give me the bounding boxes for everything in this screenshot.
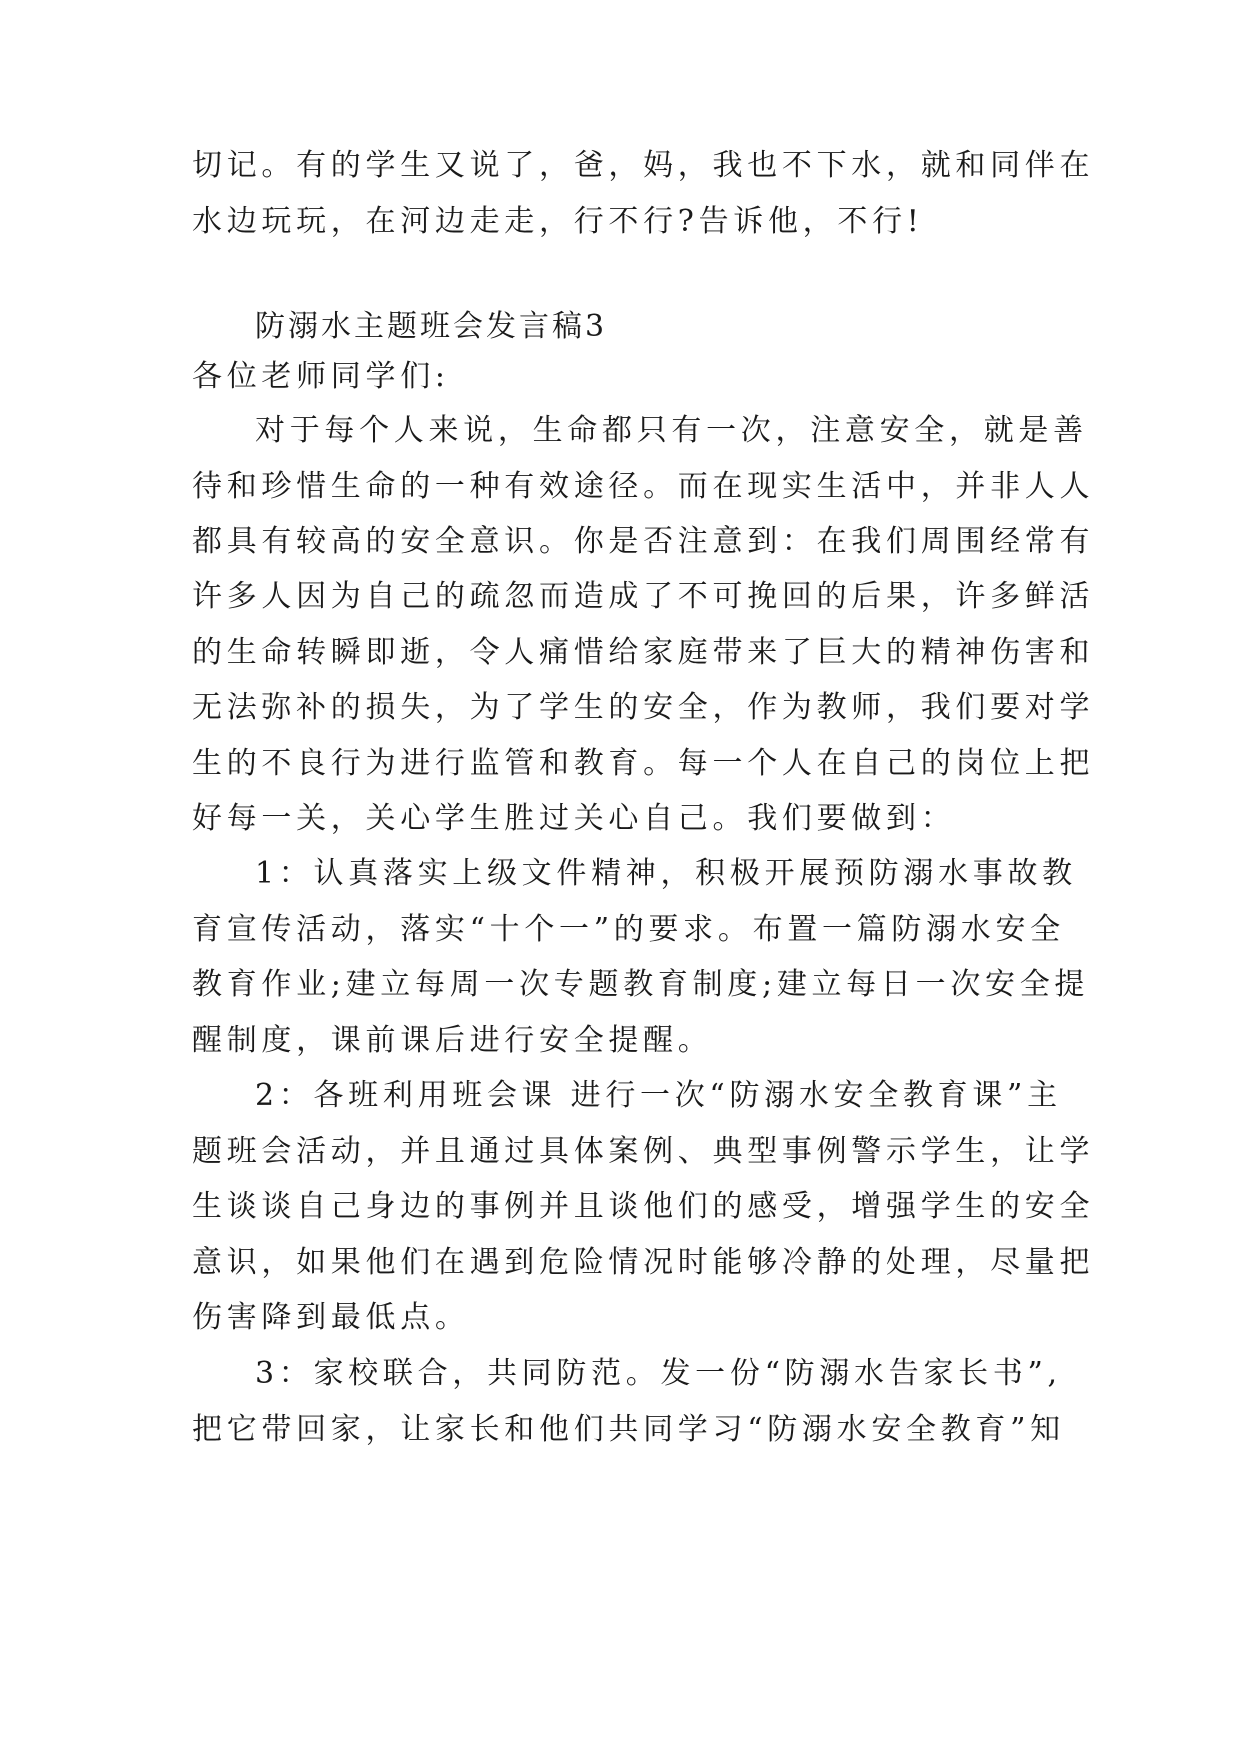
- paragraph-line: 的生命转瞬即逝，令人痛惜给家庭带来了巨大的精神伤害和: [192, 635, 1095, 670]
- list-item-1-line: 醒制度，课前课后进行安全提醒。: [192, 1023, 713, 1058]
- intro-line-2: 水边玩玩，在河边走走，行不行?告诉他，不行!: [192, 204, 924, 239]
- list-item-2-line: 题班会活动，并且通过具体案例、典型事例警示学生，让学: [192, 1134, 1095, 1169]
- paragraph-line: 都具有较高的安全意识。你是否注意到：在我们周围经常有: [192, 524, 1095, 559]
- list-item-3-line: 3：家校联合，共同防范。发一份“防溺水告家长书”,: [255, 1356, 1062, 1391]
- list-item-1-line: 育宣传活动，落实“十个一”的要求。布置一篇防溺水安全: [192, 912, 1065, 947]
- paragraph-line: 许多人因为自己的疏忽而造成了不可挽回的后果，许多鲜活: [192, 579, 1095, 614]
- paragraph-line: 对于每个人来说，生命都只有一次，注意安全，就是善: [255, 413, 1088, 448]
- salutation: 各位老师同学们:: [192, 359, 450, 394]
- paragraph-line: 无法弥补的损失，为了学生的安全，作为教师，我们要对学: [192, 690, 1095, 725]
- list-item-3-line: 把它带回家，让家长和他们共同学习“防溺水安全教育”知: [192, 1412, 1065, 1447]
- list-item-2-line: 生谈谈自己身边的事例并且谈他们的感受，增强学生的安全: [192, 1189, 1095, 1224]
- section-title: 防溺水主题班会发言稿3: [255, 309, 608, 344]
- list-item-2-line: 意识，如果他们在遇到危险情况时能够冷静的处理，尽量把: [192, 1245, 1095, 1280]
- paragraph-line: 待和珍惜生命的一种有效途径。而在现实生活中，并非人人: [192, 469, 1095, 504]
- list-item-1-line: 教育作业;建立每周一次专题教育制度;建立每日一次安全提: [192, 967, 1090, 1002]
- intro-line-1: 切记。有的学生又说了，爸，妈，我也不下水，就和同伴在: [192, 148, 1095, 183]
- list-item-1-line: 1：认真落实上级文件精神，积极开展预防溺水事故教: [255, 856, 1077, 891]
- list-item-2-line: 2：各班利用班会课 进行一次“防溺水安全教育课”主: [255, 1078, 1062, 1113]
- paragraph-line: 生的不良行为进行监管和教育。每一个人在自己的岗位上把: [192, 746, 1095, 781]
- list-item-2-line: 伤害降到最低点。: [192, 1300, 470, 1335]
- paragraph-line: 好每一关，关心学生胜过关心自己。我们要做到：: [192, 801, 956, 836]
